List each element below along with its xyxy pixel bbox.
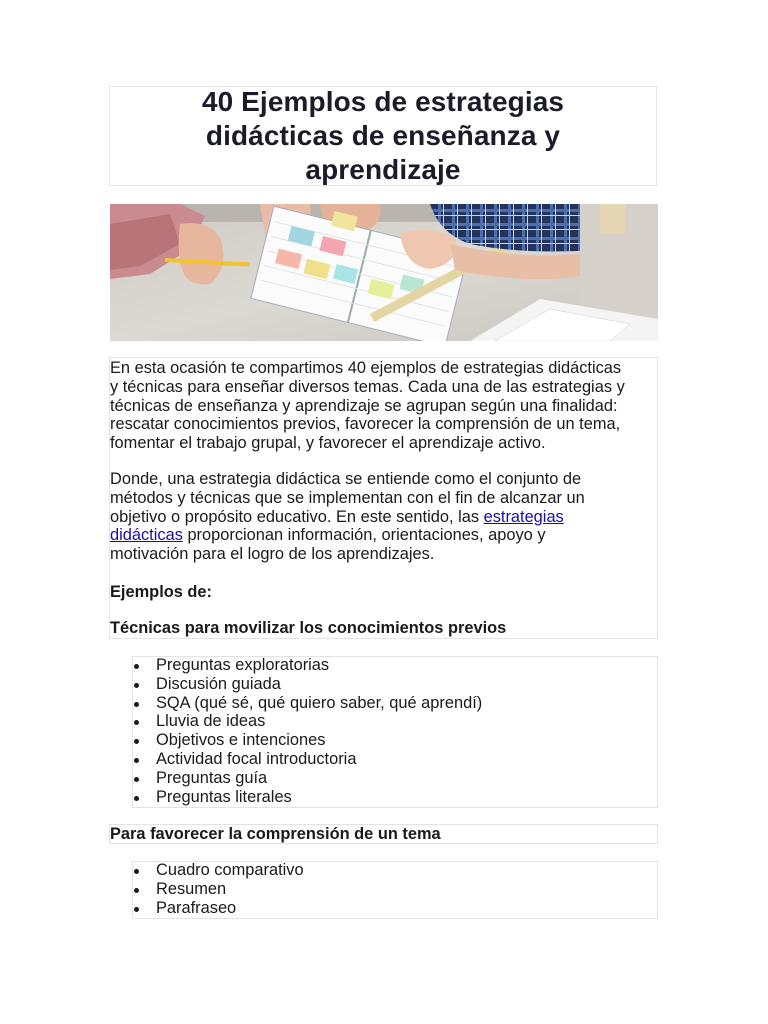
intro-paragraph-2-end: proporcionan información, orientaciones, apoyo y motivación para el logro de los aprendizajes. (110, 526, 546, 564)
list-item: SQA (qué sé, qué quiero saber, qué aprendí) (132, 694, 482, 713)
intro-paragraph-2 (110, 470, 656, 564)
list-item: Actividad focal introductoria (132, 750, 482, 769)
intro-paragraph-2-start: Donde, una estrategia didáctica se entiende como el conjunto de métodos y técnicas que se implementan con el fin de alcanzar un objetivo o propósito educativo. En este sentido, las (110, 470, 585, 526)
section1-list (132, 656, 482, 806)
section2-heading: Para favorecer la comprensión de un tema (110, 825, 441, 843)
list-item: Objetivos e intenciones (132, 731, 482, 750)
intro-paragraph-1: En esta ocasión te compartimos 40 ejemplos de estrategias didácticas y técnicas para enseñar diversos temas. Cada una de las estrategias y técnicas de enseñanza y aprendizaje se agrupan según una finalidad: rescatar conocimientos previos, favorecer la comprensión de un tema, fomentar el trabajo grupal, y favorecer el aprendizaje activo. (110, 359, 625, 453)
page-title: 40 Ejemplos de estrategias didácticas de enseñanza y aprendizaje (201, 86, 565, 185)
estrategias-didacticas-link[interactable]: estrategias didácticas (110, 507, 564, 545)
list-item: Preguntas guía (132, 769, 482, 788)
list-item: Resumen (132, 880, 304, 899)
list-item: Preguntas literales (132, 788, 482, 807)
list-item: Parafraseo (132, 899, 304, 918)
section1-heading: Técnicas para movilizar los conocimientos previos (110, 619, 507, 637)
list-item: Discusión guiada (132, 675, 482, 694)
examples-heading: Ejemplos de: (110, 583, 213, 601)
header-photo (110, 204, 658, 341)
section2-list (132, 861, 304, 917)
list-item: Cuadro comparativo (132, 861, 304, 880)
list-item: Preguntas exploratorias (132, 656, 482, 675)
list-item: Lluvia de ideas (132, 712, 482, 731)
title-box (109, 86, 657, 186)
